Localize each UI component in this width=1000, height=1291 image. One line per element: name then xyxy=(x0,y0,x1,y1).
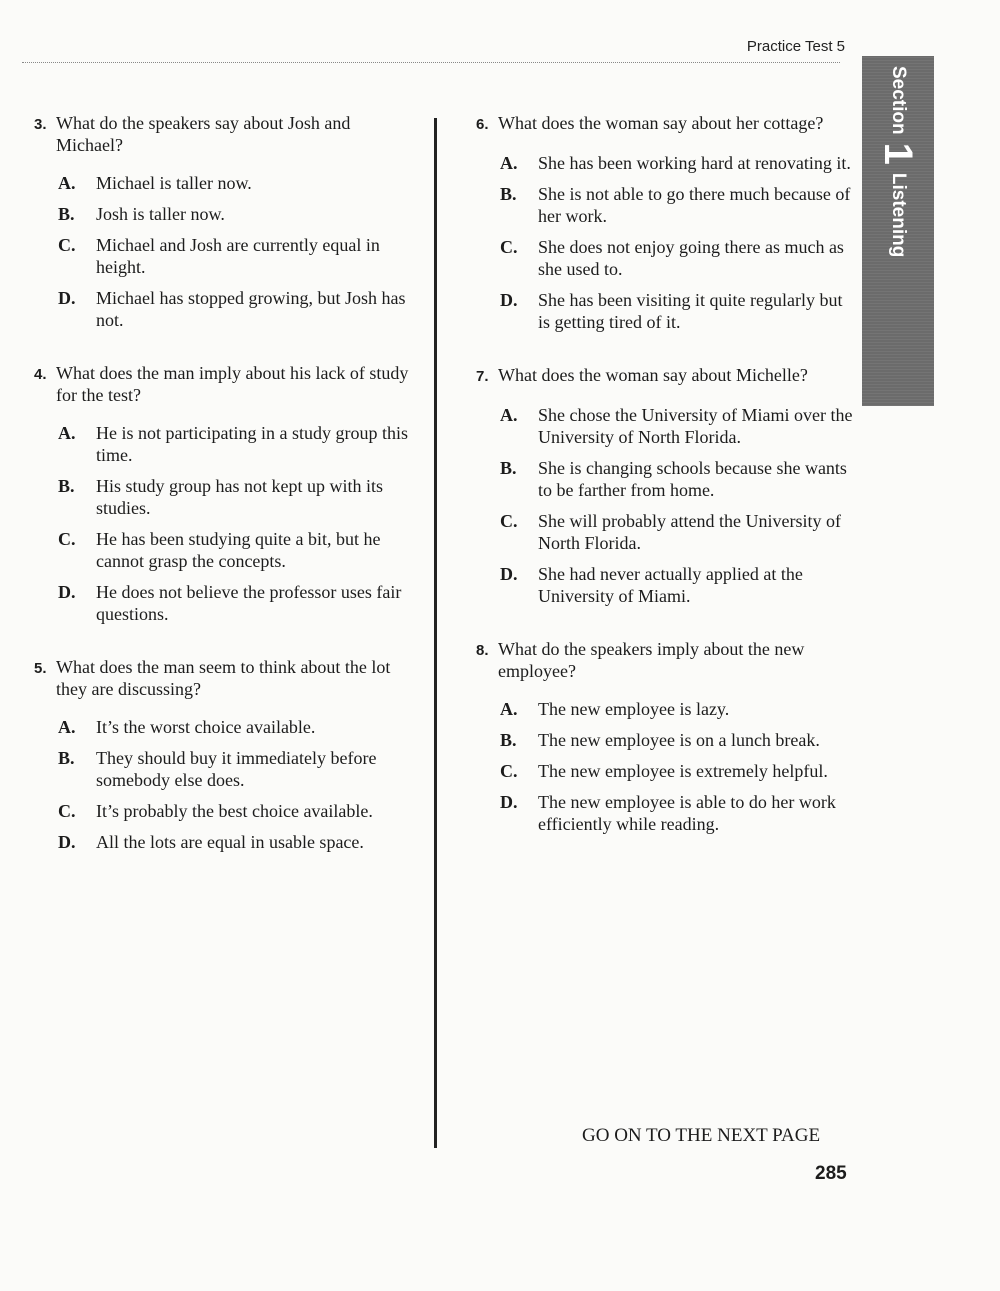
column-divider xyxy=(434,118,437,1148)
option-letter: C. xyxy=(58,801,76,821)
section-tab-label: Section xyxy=(888,66,909,135)
option-letter: D. xyxy=(500,564,518,584)
question-number: 6. xyxy=(476,116,489,133)
option-text: It’s the worst choice available. xyxy=(96,717,316,737)
header-rule xyxy=(22,62,840,63)
answer-options xyxy=(476,404,856,607)
answer-option xyxy=(58,581,419,625)
question-text: What do the speakers say about Josh and Michael? xyxy=(56,113,351,155)
question-number: 5. xyxy=(34,660,47,677)
answer-option xyxy=(58,475,419,519)
answer-option xyxy=(500,457,856,501)
question-6 xyxy=(476,112,856,333)
answer-option xyxy=(500,563,856,607)
option-letter: B. xyxy=(500,184,517,204)
answer-option xyxy=(58,172,419,194)
answer-option xyxy=(500,698,856,720)
question-8 xyxy=(476,638,856,835)
option-text: He does not believe the professor uses fair questions. xyxy=(96,582,402,624)
answer-options xyxy=(476,152,856,333)
question-7 xyxy=(476,364,856,607)
option-letter: A. xyxy=(500,699,518,719)
option-letter: D. xyxy=(58,288,76,308)
question-text: What does the man seem to think about the lot they are discussing? xyxy=(56,657,391,699)
question-number: 4. xyxy=(34,366,47,383)
right-column xyxy=(476,112,856,844)
option-text: She is not able to go there much because of her work. xyxy=(538,184,851,226)
question-number: 8. xyxy=(476,642,489,659)
option-text: The new employee is able to do her work efficiently while reading. xyxy=(538,792,836,834)
answer-option xyxy=(58,747,419,791)
answer-option xyxy=(500,289,856,333)
question-text: What do the speakers imply about the new employee? xyxy=(498,639,805,681)
option-letter: C. xyxy=(500,237,518,257)
question-3 xyxy=(34,112,419,331)
answer-option xyxy=(58,203,419,225)
option-text: His study group has not kept up with its studies. xyxy=(96,476,383,518)
answer-options xyxy=(34,716,419,853)
option-letter: D. xyxy=(58,832,76,852)
option-letter: B. xyxy=(500,730,517,750)
answer-options xyxy=(34,172,419,331)
answer-option xyxy=(500,760,856,782)
left-column xyxy=(34,112,419,862)
option-text: He is not participating in a study group this time. xyxy=(96,423,408,465)
answer-option xyxy=(500,510,856,554)
option-letter: C. xyxy=(500,761,518,781)
option-letter: D. xyxy=(500,792,518,812)
option-letter: B. xyxy=(58,204,75,224)
option-letter: C. xyxy=(58,529,76,549)
question-5 xyxy=(34,656,419,853)
option-text: The new employee is lazy. xyxy=(538,699,730,719)
option-text: It’s probably the best choice available. xyxy=(96,801,373,821)
option-text: The new employee is extremely helpful. xyxy=(538,761,828,781)
option-letter: C. xyxy=(500,511,518,531)
answer-options xyxy=(476,698,856,835)
option-text: She is changing schools because she wants to be farther from home. xyxy=(538,458,847,500)
answer-option xyxy=(58,528,419,572)
option-letter: D. xyxy=(58,582,76,602)
option-text: She chose the University of Miami over the University of North Florida. xyxy=(538,405,853,447)
option-letter: A. xyxy=(58,717,76,737)
question-text: What does the man imply about his lack of study for the test? xyxy=(56,363,409,405)
option-text: All the lots are equal in usable space. xyxy=(96,832,364,852)
question-text: What does the woman say about Michelle? xyxy=(498,365,808,385)
option-letter: A. xyxy=(500,153,518,173)
option-text: He has been studying quite a bit, but he cannot grasp the concepts. xyxy=(96,529,381,571)
option-letter: D. xyxy=(500,290,518,310)
option-text: She has been visiting it quite regularly but is getting tired of it. xyxy=(538,290,843,332)
option-letter: A. xyxy=(58,173,76,193)
option-text: She does not enjoy going there as much as she used to. xyxy=(538,237,844,279)
question-number: 7. xyxy=(476,368,489,385)
section-tab-title: Listening xyxy=(888,172,909,258)
page-number: 285 xyxy=(815,1163,847,1184)
answer-option xyxy=(58,800,419,822)
option-text: They should buy it immediately before somebody else does. xyxy=(96,748,377,790)
answer-option xyxy=(58,716,419,738)
option-text: Michael has stopped growing, but Josh has not. xyxy=(96,288,406,330)
answer-option xyxy=(58,287,419,331)
option-text: Michael and Josh are currently equal in height. xyxy=(96,235,380,277)
answer-option xyxy=(500,404,856,448)
option-letter: B. xyxy=(500,458,517,478)
question-number: 3. xyxy=(34,116,47,133)
option-letter: C. xyxy=(58,235,76,255)
option-text: Josh is taller now. xyxy=(96,204,225,224)
option-letter: B. xyxy=(58,476,75,496)
option-text: She has been working hard at renovating it. xyxy=(538,153,851,173)
answer-options xyxy=(34,422,419,625)
section-tab xyxy=(862,56,934,406)
option-text: She will probably attend the University of North Florida. xyxy=(538,511,841,553)
running-head: Practice Test 5 xyxy=(746,38,845,55)
section-tab-number: 1 xyxy=(876,142,921,165)
answer-option xyxy=(500,183,856,227)
option-text: The new employee is on a lunch break. xyxy=(538,730,820,750)
answer-option xyxy=(500,729,856,751)
answer-option xyxy=(500,791,856,835)
go-on-next-page: GO ON TO THE NEXT PAGE xyxy=(582,1125,821,1146)
question-text: What does the woman say about her cottage? xyxy=(498,113,824,133)
answer-option xyxy=(500,236,856,280)
option-letter: B. xyxy=(58,748,75,768)
option-letter: A. xyxy=(500,405,518,425)
option-text: Michael is taller now. xyxy=(96,173,252,193)
option-letter: A. xyxy=(58,423,76,443)
answer-option xyxy=(58,234,419,278)
option-text: She had never actually applied at the University of Miami. xyxy=(538,564,803,606)
question-4 xyxy=(34,362,419,625)
answer-option xyxy=(58,831,419,853)
answer-option xyxy=(58,422,419,466)
answer-option xyxy=(500,152,856,174)
